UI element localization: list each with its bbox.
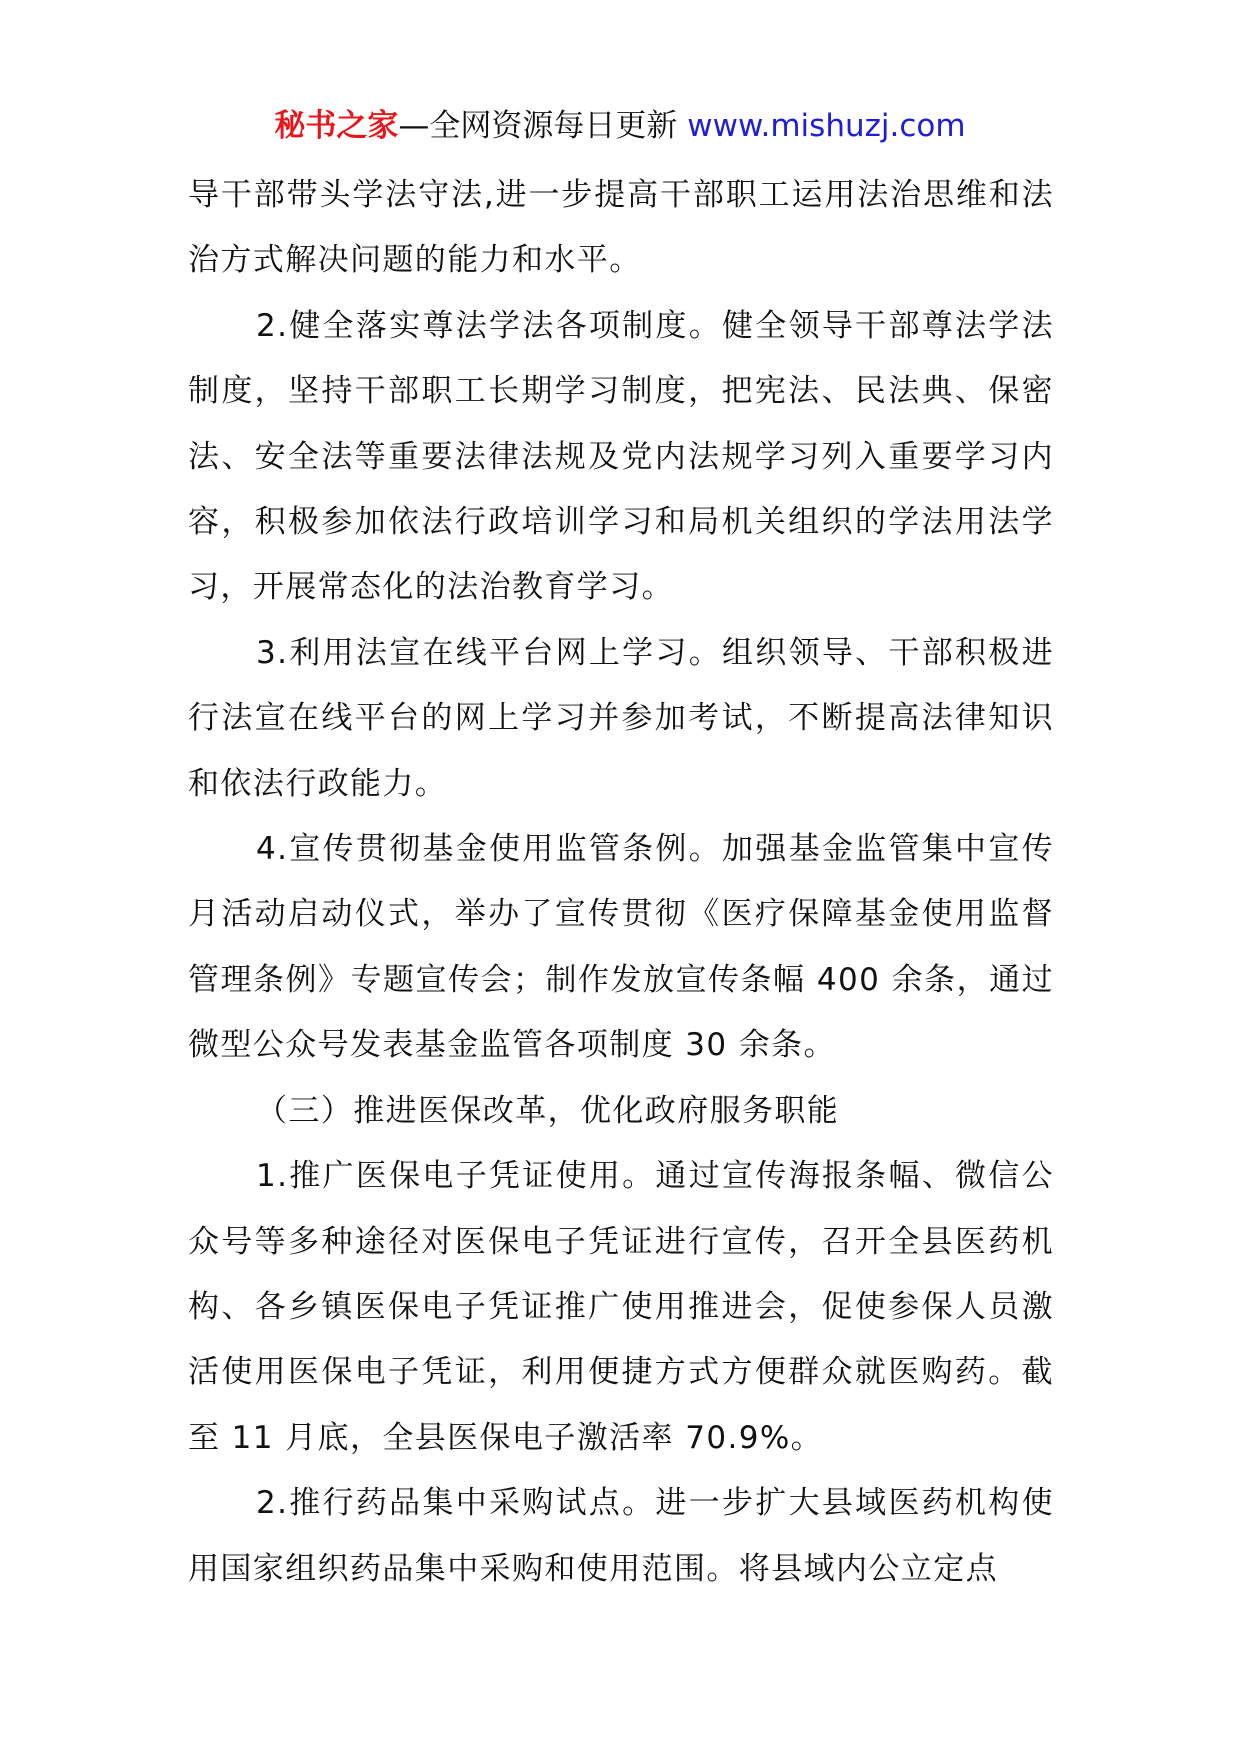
paragraph-item-2b: 2.推行药品集中采购试点。进一步扩大县域医药机构使用国家组织药品集中采购和使用范围。将县域内公立定点: [188, 1485, 1054, 1587]
section-heading: （三）推进医保改革，优化政府服务职能: [256, 1092, 840, 1129]
paragraph-item-3: 3.利用法宣在线平台网上学习。组织领导、干部积极进行法宣在线平台的网上学习并参加考试，不断提高法律知识和依法行政能力。: [188, 634, 1054, 802]
header-brand: 秘书之家: [274, 108, 399, 144]
document-body: [188, 163, 1054, 1602]
paragraph-item-4: 4.宣传贯彻基金使用监管条例。加强基金监管集中宣传月活动启动仪式，举办了宣传贯彻《医疗保障基金使用监督管理条例》专题宣传会；制作发放宣传条幅 400 余条，通过微型公众号发表基金监管各项制度 30 余条。: [188, 831, 1054, 1064]
header-url-link[interactable]: www.mishuzj.com: [687, 108, 966, 144]
header-tagline: —全网资源每日更新: [398, 108, 688, 144]
page-header: [0, 104, 1240, 148]
paragraph-continuation: 导干部带头学法守法,进一步提高干部职工运用法治思维和法治方式解决问题的能力和水平。: [188, 177, 1054, 279]
paragraph-item-1: 1.推广医保电子凭证使用。通过宣传海报条幅、微信公众号等多种途径对医保电子凭证进行宣传，召开全县医药机构、各乡镇医保电子凭证推广使用推进会，促使参保人员激活使用医保电子凭证，利用便捷方式方便群众就医购药。截至 11 月底，全县医保电子激活率 70.9%。: [188, 1158, 1054, 1456]
paragraph-item-2: 2.健全落实尊法学法各项制度。健全领导干部尊法学法制度，坚持干部职工长期学习制度，把宪法、民法典、保密法、安全法等重要法律法规及党内法规学习列入重要学习内容，积极参加依法行政培训学习和局机关组织的学法用法学习，开展常态化的法治教育学习。: [188, 307, 1054, 606]
